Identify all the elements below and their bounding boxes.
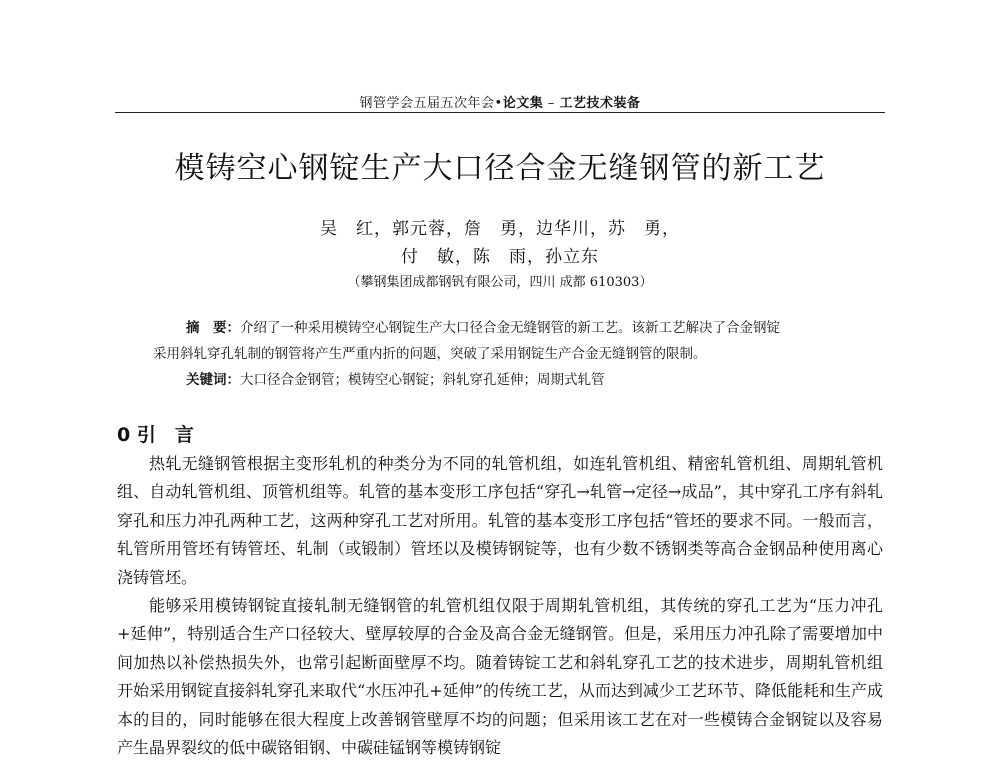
abstract-text-1: 介绍了一种采用模铸空心钢锭生产大口径合金无缝钢管的新工艺。该新工艺解决了合金钢锭 <box>240 320 780 336</box>
collection-name: 论文集 <box>502 96 544 111</box>
paragraph: 能够采用模铸钢锭直接轧制无缝钢管的轧管机组仅限于周期轧管机组，其传统的穿孔工艺为“压力冲孔+延伸”，特别适合生产口径较大、壁厚较厚的合金及高合金无缝钢管。但是，采用压力冲孔除了需要增加中间加热以补偿热损失外，也常引起断面壁厚不均。随着铸锭工艺和斜轧穿孔工艺的技术进步，周期轧管机组开始采用钢锭直接斜轧穿孔来取代“水压冲孔+延伸”的传统工艺，从而达到减少工艺环节、降低能耗和生产成本的目的，同时能够在很大程度上改善钢管壁厚不均的问题；但采用该工艺在对一些模铸合金钢锭以及容易产生晶界裂纹的低中碳铬钼钢、中碳硅锰钢等模铸钢锭 <box>117 596 883 758</box>
header-dash: – <box>547 96 555 111</box>
paragraph: 热轧无缝钢管根据主变形轧机的种类分为不同的轧管机组，如连轧管机组、精密轧管机组、周期轧管机组、自动轧管机组、顶管机组等。轧管的基本变形工序包括“穿孔→轧管→定径→成品”，其中穿孔工序有斜轧穿孔和压力冲孔两种工艺，这两种穿孔工艺对所用。轧管的基本变形工序包括“管坯的要求不同。一般而言，轧管所用管坯有铸管坯、轧制（或锻制）管坯以及模铸钢锭等，也有少数不锈钢类等高合金钢品种使用离心浇铸管坯。 <box>117 454 883 587</box>
abstract-block <box>153 315 853 393</box>
header-separator: • <box>494 96 503 111</box>
section-number: 0 <box>117 424 131 446</box>
keywords-line <box>153 367 853 393</box>
body-text <box>117 450 883 762</box>
authors-line-1: 吴 红，郭元蓉，詹 勇，边华川，苏 勇， <box>320 219 680 239</box>
authors-line-2: 付 敏，陈 雨，孙立东 <box>401 247 599 267</box>
keywords-label: 关键词： <box>186 372 240 388</box>
section-heading <box>117 420 194 447</box>
header-rule <box>115 112 885 113</box>
affiliation: （攀钢集团成都钢钒有限公司，四川 成都 610303） <box>347 275 653 290</box>
paper-title: 模铸空心钢锭生产大口径合金无缝钢管的新工艺 <box>174 151 826 186</box>
keywords-text: 大口径合金钢管；模铸空心钢锭；斜轧穿孔延伸；周期式轧管 <box>240 372 605 388</box>
abstract-line-2: 采用斜轧穿孔轧制的钢管将产生严重内折的问题，突破了采用钢锭生产合金无缝钢管的限制。 <box>153 346 707 362</box>
abstract-line-1 <box>153 315 853 341</box>
conference-name: 钢管学会五届五次年会 <box>359 96 495 111</box>
abstract-label: 摘 要： <box>186 320 240 336</box>
section-name: 工艺技术装备 <box>559 96 641 111</box>
section-title: 引 言 <box>136 424 194 446</box>
running-header <box>115 92 885 111</box>
